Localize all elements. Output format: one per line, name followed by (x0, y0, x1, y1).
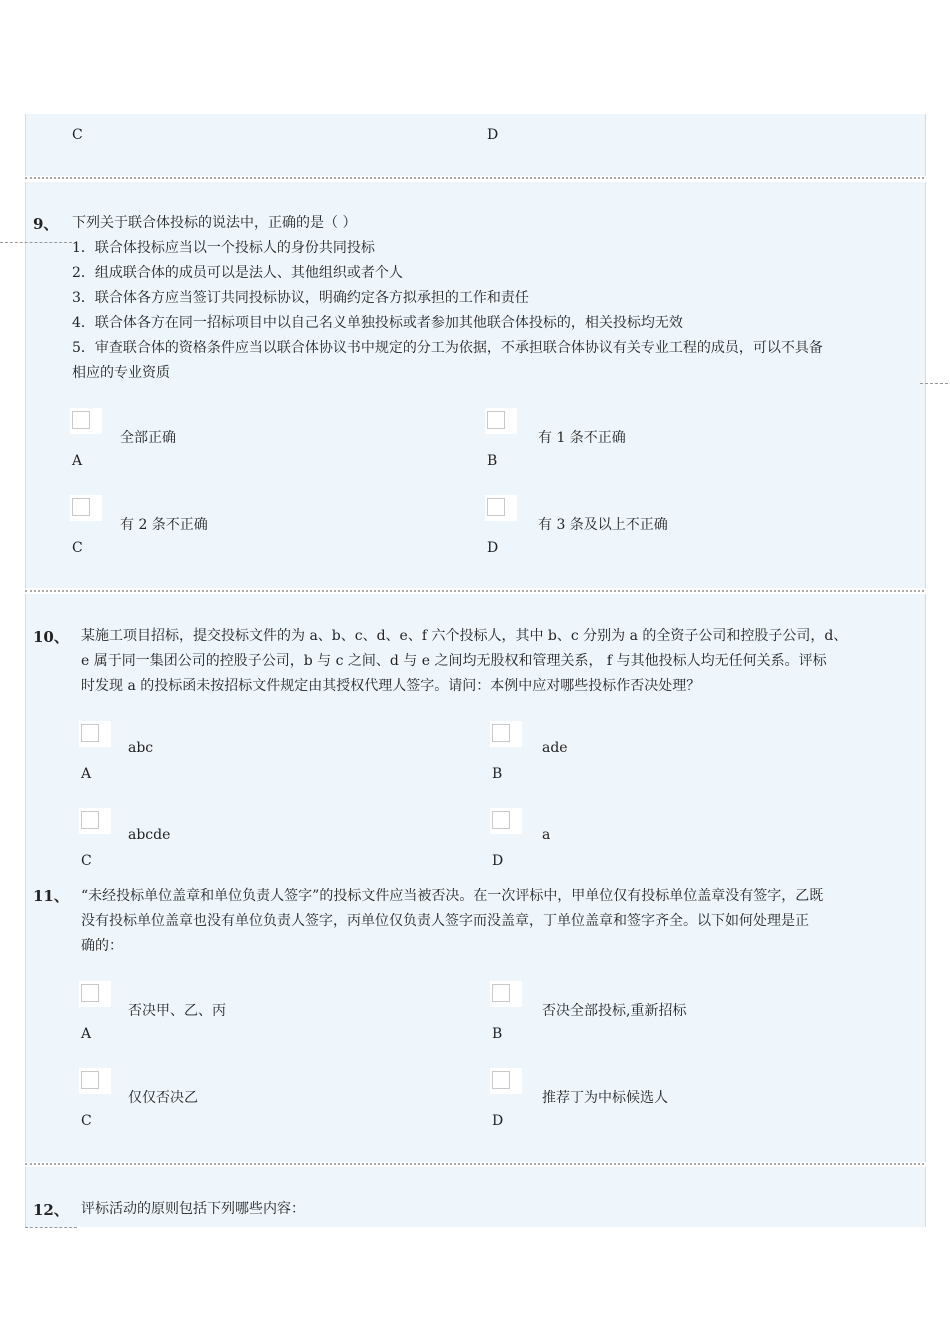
option-c-text: 仅仅否决乙 (128, 1090, 198, 1106)
option-c-checkbox[interactable] (72, 498, 90, 516)
question-11-line-2: 没有投标单位盖章也没有单位负责人签字，丙单位仅负责人签字而没盖章，丁单位盖章和签字齐全。以下如何处理是正 (81, 913, 809, 929)
option-c-checkbox[interactable] (81, 811, 99, 829)
question-9-item-5-cont: 相应的专业资质 (72, 365, 170, 381)
option-d-text: a (542, 827, 551, 843)
option-b-text: ade (542, 740, 568, 756)
option-c-letter: C (81, 853, 92, 869)
dashed-divider (920, 383, 948, 384)
option-b-checkbox[interactable] (487, 411, 505, 429)
separator (25, 177, 924, 179)
option-a-checkbox[interactable] (81, 724, 99, 742)
option-c-text: abcde (128, 827, 171, 843)
option-d-checkbox[interactable] (487, 498, 505, 516)
question-9-item-5: 5．审查联合体的资格条件应当以联合体协议书中规定的分工为依据，不承担联合体协议有关专业工程的成员，可以不具备 (72, 340, 823, 356)
option-a-text: 否决甲、乙、丙 (128, 1003, 226, 1019)
question-9-item-2: 2．组成联合体的成员可以是法人、其他组织或者个人 (72, 265, 403, 281)
question-9-item-1: 1．联合体投标应当以一个投标人的身份共同投标 (72, 240, 375, 256)
option-d-checkbox[interactable] (492, 1071, 510, 1089)
option-a-checkbox[interactable] (72, 411, 90, 429)
option-c-letter: C (81, 1113, 92, 1129)
option-d-letter: D (492, 1113, 504, 1129)
dashed-divider (25, 1227, 77, 1228)
option-d-text: 推荐丁为中标候选人 (542, 1090, 668, 1106)
option-d-text: 有 3 条及以上不正确 (538, 517, 668, 533)
option-d-letter: D (492, 853, 504, 869)
option-a-letter: A (72, 453, 83, 469)
option-letter-c: C (72, 127, 83, 143)
option-a-text: abc (128, 740, 154, 756)
option-d-letter: D (487, 540, 499, 556)
option-b-text: 否决全部投标,重新招标 (542, 1003, 687, 1019)
option-c-text: 有 2 条不正确 (120, 517, 208, 533)
question-11-line-1: “未经投标单位盖章和单位负责人签字”的投标文件应当被否决。在一次评标中，甲单位仅有投标单位盖章没有签字，乙既 (81, 888, 824, 904)
option-b-letter: B (487, 453, 498, 469)
question-9-stem: 下列关于联合体投标的说法中，正确的是（ ） (72, 215, 357, 231)
question-12-number: 12、 (33, 1201, 69, 1219)
option-a-letter: A (81, 766, 92, 782)
question-10-line-2: e 属于同一集团公司的控股子公司，b 与 c 之间、d 与 e 之间均无股权和管理关系， f 与其他投标人均无任何关系。评标 (81, 653, 827, 669)
question-9-number: 9、 (33, 215, 59, 233)
question-10-line-3: 时发现 a 的投标函未按招标文件规定由其授权代理人签字。请问：本例中应对哪些投标作否决处理？ (81, 678, 701, 694)
option-d-checkbox[interactable] (492, 811, 510, 829)
option-c-letter: C (72, 540, 83, 556)
question-10-line-1: 某施工项目招标，提交投标文件的为 a、b、c、d、e、f 六个投标人，其中 b、c 分别为 a 的全资子公司和控股子公司，d、 (81, 628, 848, 644)
question-11-line-3: 确的： (81, 938, 123, 954)
question-11-number: 11、 (33, 887, 69, 905)
separator (25, 590, 924, 592)
option-letter-d: D (487, 127, 499, 143)
question-8-panel (25, 114, 926, 176)
separator (25, 1163, 924, 1165)
option-a-text: 全部正确 (120, 430, 176, 446)
option-b-letter: B (492, 766, 503, 782)
option-a-letter: A (81, 1026, 92, 1042)
option-b-checkbox[interactable] (492, 724, 510, 742)
option-b-checkbox[interactable] (492, 984, 510, 1002)
option-b-text: 有 1 条不正确 (538, 430, 626, 446)
dashed-divider (0, 242, 72, 243)
option-b-letter: B (492, 1026, 503, 1042)
question-9-item-3: 3．联合体各方应当签订共同投标协议，明确约定各方拟承担的工作和责任 (72, 290, 529, 306)
option-c-checkbox[interactable] (81, 1071, 99, 1089)
question-12-stem: 评标活动的原则包括下列哪些内容： (81, 1201, 305, 1217)
question-10-number: 10、 (33, 628, 69, 646)
option-a-checkbox[interactable] (81, 984, 99, 1002)
question-9-item-4: 4．联合体各方在同一招标项目中以自己名义单独投标或者参加其他联合体投标的，相关投标均无效 (72, 315, 683, 331)
